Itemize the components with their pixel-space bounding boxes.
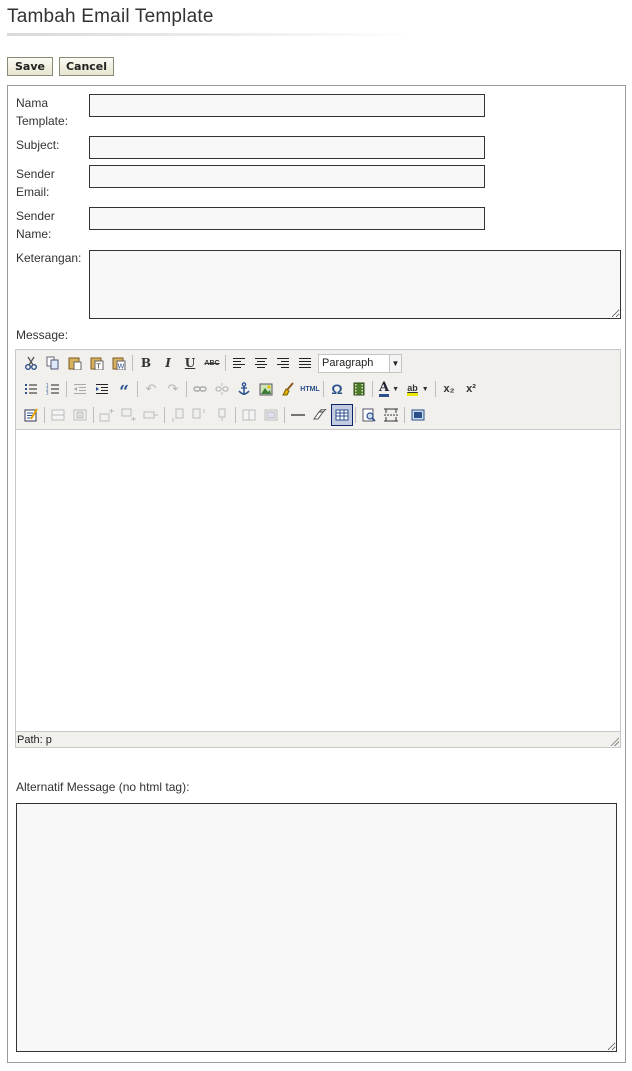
html-source-icon[interactable]: HTML (300, 385, 320, 393)
format-select-value: Paragraph (322, 357, 374, 369)
page-break-icon[interactable] (380, 404, 402, 426)
align-justify-icon[interactable] (294, 352, 316, 374)
alt-message-label: Alternatif Message (no html tag): (16, 780, 190, 794)
sender-name-label: Sender Name: (16, 209, 55, 241)
split-cells-icon[interactable] (238, 404, 260, 426)
paste-word-icon[interactable] (108, 352, 130, 374)
svg-text:2: 2 (46, 386, 49, 392)
toolbar-separator (93, 407, 94, 423)
message-label: Message: (16, 328, 69, 342)
toolbar-row-1 (20, 352, 402, 374)
bullet-list-icon[interactable] (20, 378, 42, 400)
highlight-label: ab (407, 383, 418, 396)
remove-format-icon[interactable] (309, 404, 331, 426)
table-cell-props-icon[interactable] (69, 404, 91, 426)
undo-icon[interactable]: ↶ (145, 381, 157, 396)
toolbar-separator (132, 355, 133, 371)
strikethrough-icon[interactable]: ABC (204, 359, 220, 367)
align-center-icon[interactable] (250, 352, 272, 374)
horizontal-rule-icon[interactable] (287, 404, 309, 426)
sender-email-label: Sender Email: (16, 167, 55, 199)
bold-icon[interactable]: B (140, 356, 152, 370)
toolbar-separator (372, 381, 373, 397)
toolbar-separator (186, 381, 187, 397)
sender-name-input[interactable] (89, 207, 485, 230)
keterangan-label: Keterangan: (16, 251, 82, 265)
toolbar-separator (235, 407, 236, 423)
alt-message-textarea[interactable] (16, 803, 617, 1052)
toolbar-separator (435, 381, 436, 397)
editor-status-bar (16, 731, 620, 747)
sender-email-input[interactable] (89, 165, 485, 188)
toolbar-separator (164, 407, 165, 423)
svg-text:3: 3 (46, 390, 49, 395)
page-title: Tambah Email Template (7, 6, 214, 27)
toolbar-row-2 (20, 378, 482, 400)
table-row-props-icon[interactable] (47, 404, 69, 426)
redo-icon[interactable]: ↷ (167, 381, 179, 396)
link-icon[interactable] (189, 378, 211, 400)
editor-content-area[interactable] (16, 430, 620, 731)
chevron-down-icon: ▼ (389, 355, 401, 372)
merge-cells-icon[interactable] (260, 404, 282, 426)
indent-icon[interactable] (91, 378, 113, 400)
toolbar-separator (137, 381, 138, 397)
format-select[interactable] (318, 354, 402, 373)
subject-label: Subject: (16, 138, 60, 152)
superscript-icon[interactable]: x² (466, 383, 476, 395)
toolbar-separator (323, 381, 324, 397)
toolbar-separator (355, 407, 356, 423)
preview-icon[interactable] (358, 404, 380, 426)
delete-row-icon[interactable] (140, 404, 162, 426)
toolbar-separator (404, 407, 405, 423)
paste-icon[interactable] (64, 352, 86, 374)
cleanup-icon[interactable] (277, 378, 299, 400)
editor-toolbar (16, 350, 620, 430)
font-color-label: A (378, 379, 390, 395)
title-underline (7, 33, 417, 36)
numbered-list-icon[interactable] (42, 378, 64, 400)
svg-text:T: T (96, 362, 101, 370)
highlight-color-icon[interactable] (403, 378, 433, 400)
nama-template-label: Nama Template: (16, 96, 69, 128)
toolbar-separator (44, 407, 45, 423)
toolbar-row-3 (20, 404, 429, 426)
italic-icon[interactable]: I (165, 356, 171, 370)
svg-text:W: W (117, 362, 125, 370)
outdent-icon[interactable] (69, 378, 91, 400)
blockquote-icon[interactable]: “ (119, 382, 129, 402)
cut-icon[interactable] (20, 352, 42, 374)
edit-css-icon[interactable] (20, 404, 42, 426)
insert-row-after-icon[interactable] (118, 404, 140, 426)
cancel-button[interactable]: Cancel (59, 57, 114, 76)
toolbar-separator (66, 381, 67, 397)
copy-icon[interactable] (42, 352, 64, 374)
underline-icon[interactable]: U (184, 356, 196, 370)
chevron-down-icon: ▼ (421, 385, 429, 393)
save-button[interactable]: Save (7, 57, 53, 76)
paste-text-icon[interactable] (86, 352, 108, 374)
media-icon[interactable] (348, 378, 370, 400)
toolbar-separator (225, 355, 226, 371)
align-left-icon[interactable] (228, 352, 250, 374)
resize-handle-icon[interactable] (609, 736, 619, 746)
anchor-icon[interactable] (233, 378, 255, 400)
rich-text-editor (15, 349, 621, 748)
keterangan-textarea[interactable] (89, 250, 621, 319)
svg-text:1: 1 (46, 383, 49, 388)
special-char-icon[interactable]: Ω (331, 381, 343, 397)
insert-col-before-icon[interactable] (167, 404, 189, 426)
unlink-icon[interactable] (211, 378, 233, 400)
toolbar-separator (284, 407, 285, 423)
subject-input[interactable] (89, 136, 485, 159)
delete-col-icon[interactable] (211, 404, 233, 426)
font-color-icon[interactable] (375, 378, 403, 400)
element-path[interactable]: Path: p (17, 734, 52, 746)
nama-template-input[interactable] (89, 94, 485, 117)
chevron-down-icon: ▼ (392, 385, 400, 393)
image-icon[interactable] (255, 378, 277, 400)
fullscreen-icon[interactable] (407, 404, 429, 426)
visual-aid-icon[interactable] (331, 404, 353, 426)
subscript-icon[interactable]: x₂ (443, 383, 455, 395)
insert-col-after-icon[interactable] (189, 404, 211, 426)
insert-row-before-icon[interactable] (96, 404, 118, 426)
align-right-icon[interactable] (272, 352, 294, 374)
